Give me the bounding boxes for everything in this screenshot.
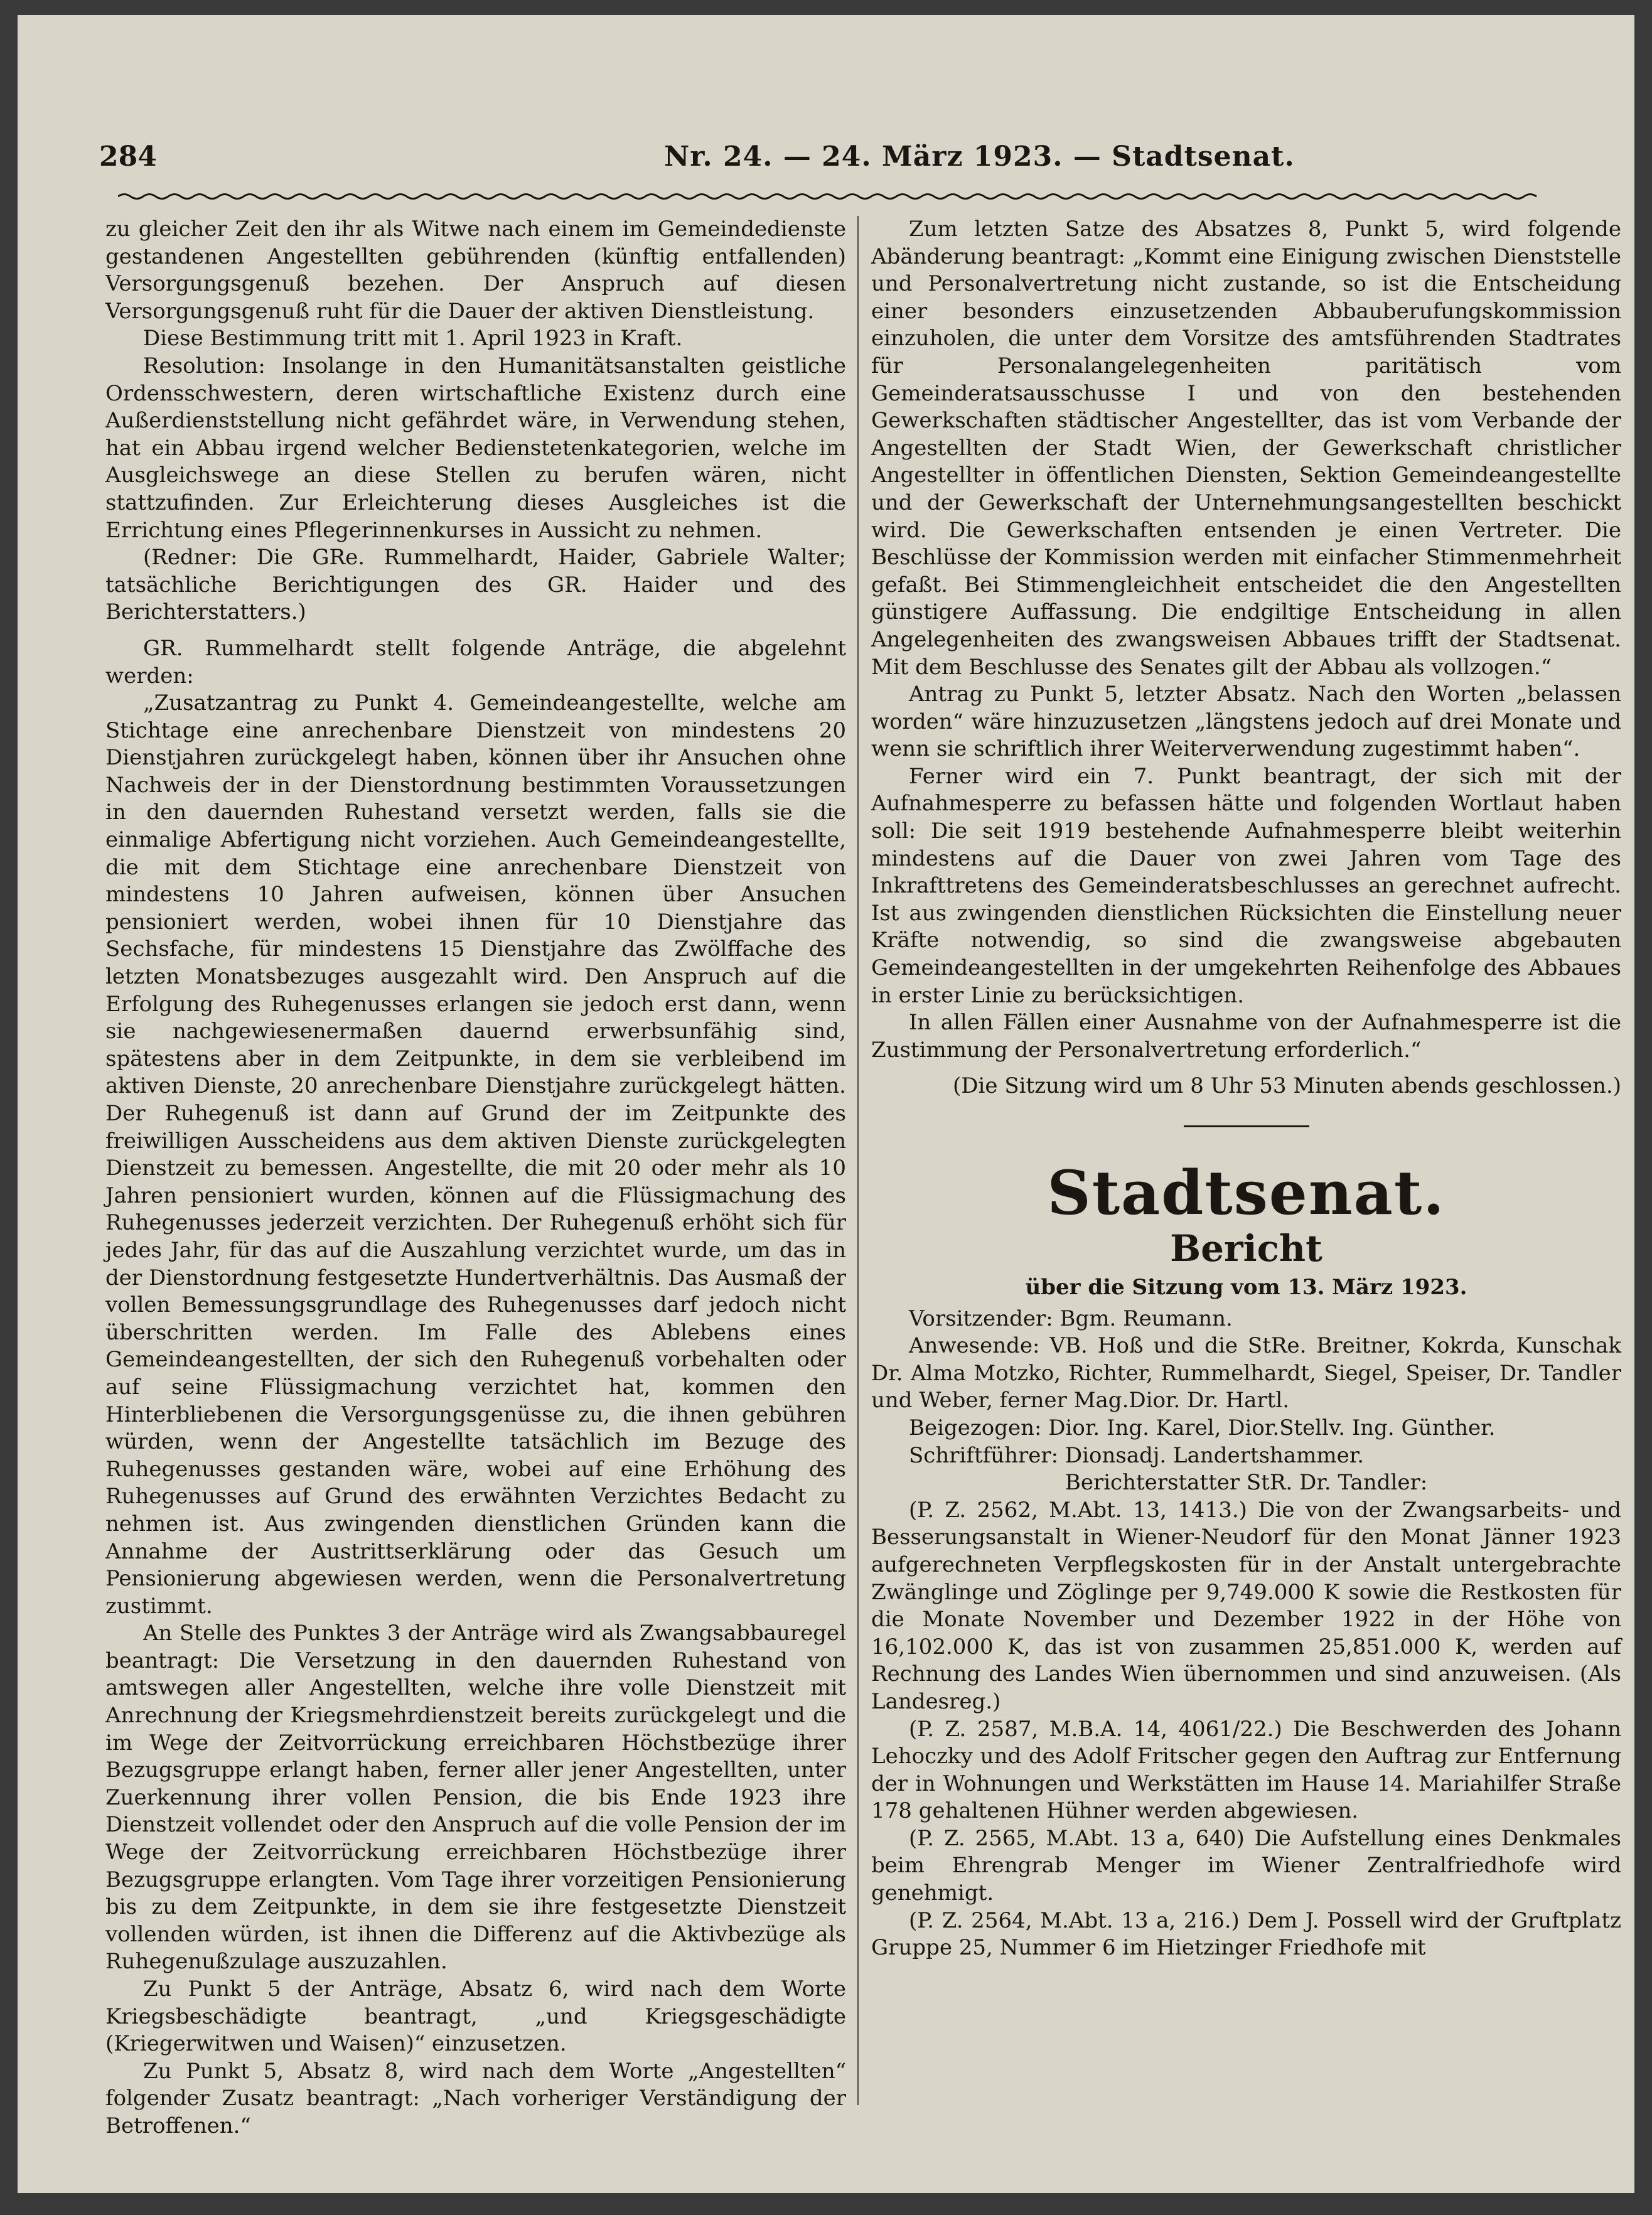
- running-title: Nr. 24. — 24. März 1923. — Stadtsenat.: [664, 141, 1295, 173]
- right-column: [871, 216, 1621, 1962]
- chairman-line: Vorsitzender: Bgm. Reumann.: [909, 1306, 1233, 1331]
- session-line: über die Sitzung vom 13. März 1923.: [1025, 1275, 1467, 1300]
- paragraph: (P. Z. 2587, M.B.A. 14, 4061/22.) Die Beschwerden des Johann Lehoczky und des Adolf Fritscher gegen den Auftrag zur Entfernung der in Wohnungen und Werkstätten im Hause 14. Mariahilfer Straße 178 gehaltenen Hühner werden abgewiesen.: [871, 1716, 1621, 1824]
- left-column: [105, 216, 846, 2140]
- paragraph: Zu Punkt 5 der Anträge, Absatz 6, wird nach dem Worte Kriegsbeschädigte beantragt, „und Kriegsgeschädigte (Kriegerwitwen und Waisen)“ einzusetzen.: [105, 1976, 846, 2057]
- section-title: Stadtsenat.: [1047, 1157, 1446, 1228]
- paragraph: Zum letzten Satze des Absatzes 8, Punkt 5, wird folgende Abänderung beantragt: „Kommt eine Einigung zwischen Dienststelle und Personalvertretung nicht zustande, so ist die Entscheidung einer besonders einzusetzenden Abbauberufungskommission einzuholen, die unter dem Vorsitze des amtsführenden Stadtrates für Personalangelegenheiten paritätisch vom Gemeinderatsausschusse I und von den bestehenden Gewerkschaften städtischer Angestellter, das ist vom Verbande der Angestellten der Stadt Wien, der Gewerkschaft christlicher Angestellter in öffentlichen Diensten, Sektion Gemeindeangestellte und der Gewerkschaft der Unternehmungsangestellten beschickt wird. Die Gewerkschaften entsenden je einen Vertreter. Die Beschlüsse der Kommission werden mit einfacher Stimmenmehrheit gefaßt. Bei Stimmengleichheit entscheidet die den Angestellten günstigere Auffassung. Die endgiltige Entscheidung in allen Angelegenheiten des zwangsweisen Abbaues trifft der Stadtsenat. Mit dem Beschlusse des Senates gilt der Abbau als vollzogen.“: [871, 217, 1621, 680]
- paragraph: GR. Rummelhardt stellt folgende Anträge, die abgelehnt werden:: [105, 635, 846, 689]
- paragraph: „Zusatzantrag zu Punkt 4. Gemeindeangestellte, welche am Stichtage eine anrechenbare Dienstzeit von mindestens 20 Dienstjahren zurückgelegt haben, können über ihr Ansuchen ohne Nachweis der in der Dienstordnung bestimmten Voraussetzungen in den dauernden Ruhestand versetzt werden, falls sie die einmalige Abfertigung nicht vorziehen. Auch Gemeindeangestellte, die mit dem Stichtage eine anrechenbare Dienstzeit von mindestens 10 Jahren aufweisen, können über Ansuchen pensioniert werden, wobei ihnen für 10 Dienstjahre das Sechsfache, für mindestens 15 Dienstjahre das Zwölffache des letzten Monatsbezuges ausgezahlt wird. Den Anspruch auf die Erfolgung des Ruhegenusses erlangen sie jedoch erst dann, wenn sie nachgewiesenermaßen dauernd erwerbsunfähig sind, spätestens aber in dem Zeitpunkte, in dem sie verbleibend im aktiven Dienste, 20 anrechenbare Dienstjahre zurückgelegt hätten. Der Ruhegenuß ist dann auf Grund der im Zeitpunkte des freiwilligen Ausscheidens aus dem aktiven Dienste zurückgelegten Dienstzeit zu bemessen. Angestellte, die mit 20 oder mehr als 10 Jahren pensioniert wurden, können auf die Flüssigmachung des Ruhegenusses jederzeit verzichten. Der Ruhegenuß erhöht sich für jedes Jahr, für das auf die Auszahlung verzichtet wurde, um das in der Dienstordnung festgesetzte Hundertverhältnis. Das Ausmaß der vollen Bemessungsgrundlage des Ruhegenusses darf jedoch nicht überschritten werden. Im Falle des Ablebens eines Gemeindeangestellten, der sich den Ruhegenuß vorbehalten oder auf seine Flüssigmachung verzichtet hat, kommen den Hinterbliebenen die Versorgungsgenüsse zu, die ihnen gebühren würden, wenn der Angestellte tatsächlich im Bezuge des Ruhegenusses gestanden wäre, wobei auf eine Erhöhung des Ruhegenusses auf Grund des erwähnten Verzichtes Bedacht zu nehmen ist. Aus zwingenden dienstlichen Gründen kann die Annahme der Austrittserklärung oder das Gesuch um Pensionierung abgewiesen werden, wenn die Personalvertretung zustimmt.: [105, 690, 846, 1619]
- section-subtitle: Bericht: [1170, 1227, 1322, 1270]
- paragraph: An Stelle des Punktes 3 der Anträge wird als Zwangsabbauregel beantragt: Die Versetzung in den dauernden Ruhestand von amtswegen aller Angestellten, welche ihre volle Dienstzeit mit Anrechnung der Kriegsmehrdienstzeit bereits zurückgelegt und die im Wege der Zeitvorrückung erreichbaren Höchstbezüge ihrer Bezugsgruppe erlangt haben, ferner aller jener Angestellten, unter Zuerkennung ihrer vollen Pension, die bis Ende 1923 ihre Dienstzeit vollendet oder den Anspruch auf die volle Pension der im Wege der Zeitvorrückung erreichbaren Höchstbezüge ihrer Bezugsgruppe erlangten. Vom Tage ihrer vorzeitigen Pensionierung bis zu dem Zeitpunkte, in dem sie ihre festgesetzte Dienstzeit vollenden würden, ist ihnen die Differenz auf die Aktivbezüge als Ruhegenußzulage auszuzahlen.: [105, 1621, 846, 1975]
- paragraph: (P. Z. 2564, M.Abt. 13 a, 216.) Dem J. Possell wird der Gruftplatz Gruppe 25, Nummer 6 im Hietzinger Friedhofe mit: [871, 1907, 1621, 1961]
- header-wavy-rule: [118, 192, 1543, 201]
- paragraph: Zu Punkt 5, Absatz 8, wird nach dem Worte „Angestellten“ folgender Zusatz beantragt: „Nach vorheriger Verständigung der Betroffenen.“: [105, 2058, 846, 2138]
- paragraph: Antrag zu Punkt 5, letzter Absatz. Nach den Worten „belassen worden“ wäre hinzuzusetzen „längstens jedoch auf drei Monate und wenn sie schriftlich ihrer Weiterverwendung zugestimmt haben“.: [871, 682, 1621, 762]
- paragraph: Resolution: Insolange in den Humanitätsanstalten geistliche Ordensschwestern, deren wirtschaftliche Existenz durch eine Außerdienststellung nicht gefährdet wäre, in Verwendung stehen, hat ein Abbau irgend welcher Bedienstetenkategorien, welche im Ausgleichswege an diese Stellen zu berufen wären, nicht stattzufinden. Zur Erleichterung dieses Ausgleiches ist die Errichtung eines Pflegerinnenkurses in Aussicht zu nehmen.: [105, 353, 846, 543]
- paragraph: zu gleicher Zeit den ihr als Witwe nach einem im Gemeindedienste gestandenen Angestellten gebührenden (künftig entfallenden) Versorgungsgenuß bezehen. Der Anspruch auf diesen Versorgungsgenuß ruht für die Dauer der aktiven Dienstleistung.: [105, 217, 846, 324]
- rapporteur-line: Berichterstatter StR. Dr. Tandler:: [1065, 1470, 1428, 1496]
- paragraph: (P. Z. 2562, M.Abt. 13, 1413.) Die von der Zwangsarbeits- und Besserungsanstalt in Wiener-Neudorf für den Monat Jänner 1923 aufgerechneten Verpflegskosten für in der Anstalt untergebrachte Zwänglinge und Zöglinge per 9,749.000 K sowie die Restkosten für die Monate November und Dezember 1922 in der Höhe von 16,102.000 K, das ist von zusammen 25,851.000 K, werden auf Rechnung des Landes Wien übernommen und sind anzuweisen. (Als Landesreg.): [871, 1497, 1621, 1714]
- paragraph: Diese Bestimmung tritt mit 1. April 1923 in Kraft.: [143, 326, 683, 351]
- invited-paragraph: Beigezogen: Dior. Ing. Karel, Dior.Stellv. Ing. Günther.: [909, 1415, 1496, 1440]
- page-header: [99, 141, 1562, 178]
- page-number: 284: [99, 141, 157, 173]
- paragraph: (Redner: Die GRe. Rummelhardt, Haider, Gabriele Walter; tatsächliche Berichtigungen des GR. Haider und des Berichterstatters.): [105, 545, 846, 625]
- paragraph: In allen Fällen einer Ausnahme von der Aufnahmesperre ist die Zustimmung der Personalvertretung erforderlich.“: [871, 1010, 1621, 1063]
- section-divider: [1184, 1125, 1309, 1127]
- paragraph: Ferner wird ein 7. Punkt beantragt, der sich mit der Aufnahmesperre zu befassen hätte und folgenden Wortlaut haben soll: Die seit 1919 bestehende Aufnahmesperre bleibt weiterhin mindestens auf die Dauer von zwei Jahren vom Tage des Inkrafttretens des Gemeinderatsbeschlusses an gerechnet aufrecht. Ist aus zwingenden dienstlichen Rücksichten die Einstellung neuer Kräfte notwendig, so sind die zwangsweise abgebauten Gemeindeangestellten in der umgekehrten Reihenfolge des Abbaues in erster Linie zu berücksichtigen.: [871, 763, 1621, 1008]
- secretary-line: Schriftführer: Dionsadj. Landertshammer.: [909, 1442, 1365, 1468]
- session-closing-note: (Die Sitzung wird um 8 Uhr 53 Minuten abends geschlossen.): [953, 1073, 1621, 1099]
- newspaper-page: [18, 15, 1634, 2193]
- attendees-paragraph: Anwesende: VB. Hoß und die StRe. Breitner, Kokrda, Kunschak Dr. Alma Motzko, Richter, Rummelhardt, Siegel, Speiser, Dr. Tandler und Weber, ferner Mag.Dior. Dr. Hartl.: [871, 1333, 1621, 1413]
- column-divider: [857, 216, 859, 2105]
- paragraph: (P. Z. 2565, M.Abt. 13 a, 640) Die Aufstellung eines Denkmales beim Ehrengrab Menger im Wiener Zentralfriedhofe wird genehmigt.: [871, 1825, 1621, 1906]
